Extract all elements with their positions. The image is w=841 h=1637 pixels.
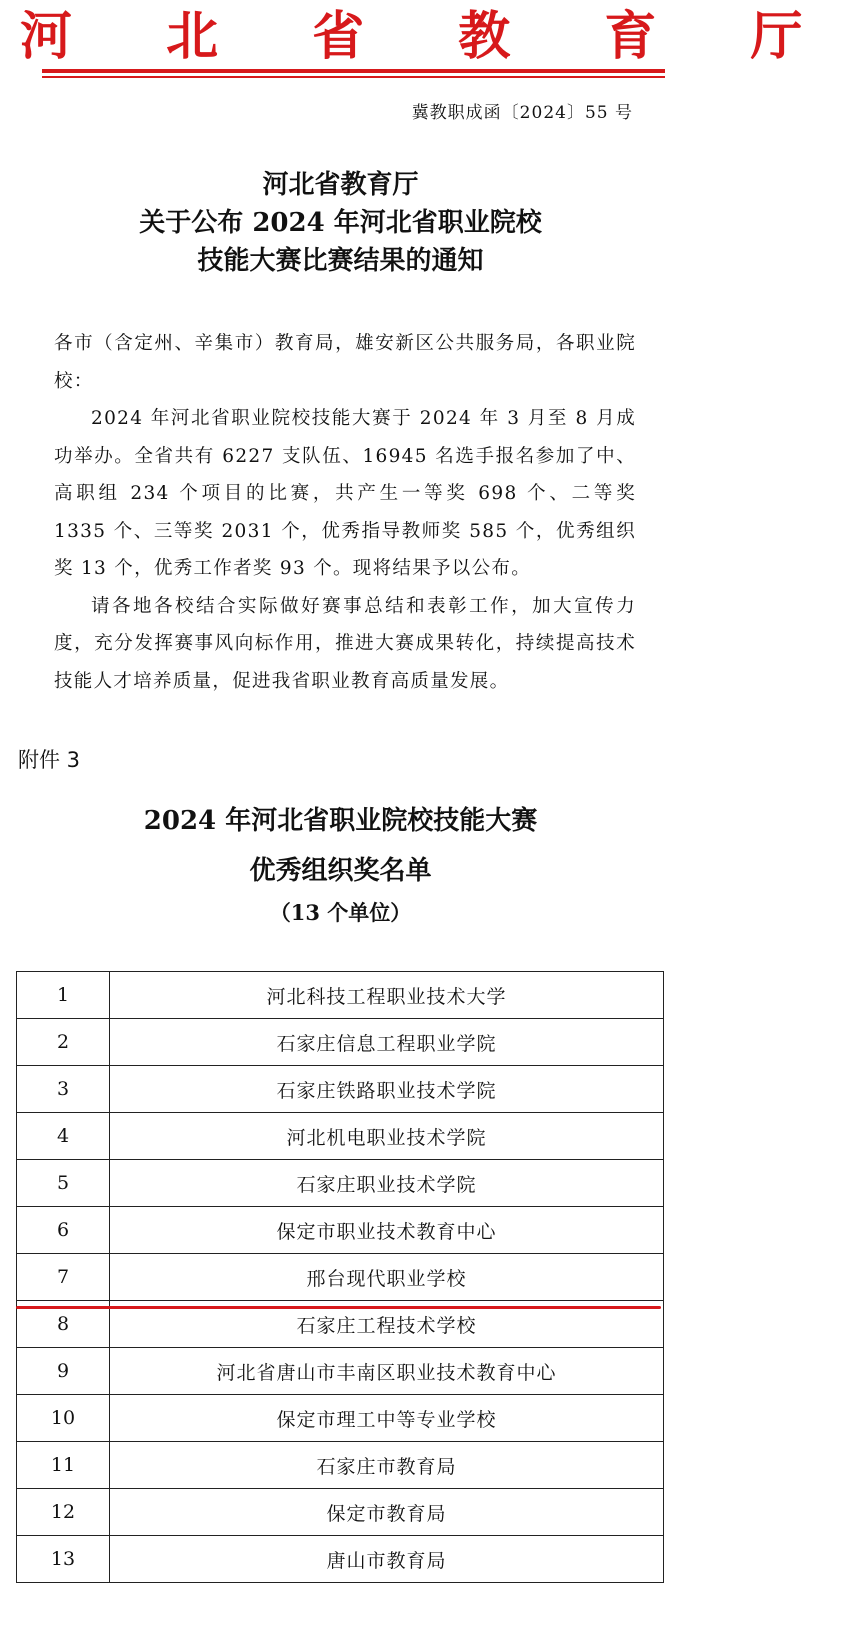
table-row (17, 1442, 664, 1489)
list-title-line: 优秀组织奖名单 (249, 856, 432, 886)
unit-name: 保定市教育局 (110, 1489, 664, 1536)
row-number: 10 (17, 1395, 110, 1442)
table-row (17, 1019, 664, 1066)
row-number: 9 (17, 1348, 110, 1395)
notice-title-line: 技能大赛比赛结果的通知 (197, 246, 484, 276)
notice-body (54, 325, 636, 700)
award-list-table (16, 971, 664, 1583)
table-row (17, 1395, 664, 1442)
notice-title (0, 166, 681, 280)
unit-count: （13 个单位） (269, 900, 412, 925)
document-number: 冀教职成函〔2024〕55 号 (411, 103, 633, 123)
notice-title-line: 河北省教育厅 (262, 170, 419, 200)
red-header-rule-thin (42, 76, 665, 78)
unit-name: 河北科技工程职业技术大学 (110, 972, 664, 1019)
list-title-line: 2024 年河北省职业院校技能大赛 (143, 806, 538, 836)
attachment-label: 附件 3 (18, 748, 81, 772)
row-number: 4 (17, 1113, 110, 1160)
unit-name: 石家庄市教育局 (110, 1442, 664, 1489)
unit-name: 保定市职业技术教育中心 (110, 1207, 664, 1254)
table-row (17, 1348, 664, 1395)
unit-name: 石家庄铁路职业技术学院 (110, 1066, 664, 1113)
row-number: 11 (17, 1442, 110, 1489)
unit-name: 河北机电职业技术学院 (110, 1113, 664, 1160)
row-number: 7 (17, 1254, 110, 1301)
row-number: 3 (17, 1066, 110, 1113)
table-row (17, 1489, 664, 1536)
row-number: 2 (17, 1019, 110, 1066)
body-paragraph: 2024 年河北省职业院校技能大赛于 2024 年 3 月至 8 月成功举办。全省共有 6227 支队伍、16945 名选手报名参加了中、高职组 234 个项目的比赛，共产生一等奖 698 个、二等奖 1335 个、三等奖 2031 个，优秀指导教师奖 585 个，优秀组织奖 13 个，优秀工作者奖 93 个。现将结果予以公布。 (54, 408, 636, 579)
table-row (17, 1066, 664, 1113)
table-row (17, 972, 664, 1019)
unit-name: 石家庄工程技术学校 (110, 1301, 664, 1348)
red-highlight-line (16, 1306, 661, 1309)
red-header-rule (42, 69, 665, 73)
table-row (17, 1160, 664, 1207)
row-number: 5 (17, 1160, 110, 1207)
list-title (0, 796, 681, 896)
issuer-heading: 河 北 省 教 育 厅 (20, 6, 841, 67)
unit-name: 邢台现代职业学校 (110, 1254, 664, 1301)
body-paragraph: 请各地各校结合实际做好赛事总结和表彰工作，加大宣传力度，充分发挥赛事风向标作用，推进大赛成果转化，持续提高技术技能人才培养质量，促进我省职业教育高质量发展。 (54, 595, 636, 692)
notice-title-line: 关于公布 2024 年河北省职业院校 (139, 208, 542, 238)
table-row (17, 1254, 664, 1301)
unit-name: 唐山市教育局 (110, 1536, 664, 1583)
table-row (17, 1207, 664, 1254)
unit-name: 石家庄信息工程职业学院 (110, 1019, 664, 1066)
salutation: 各市（含定州、辛集市）教育局，雄安新区公共服务局，各职业院校： (54, 333, 636, 392)
unit-name: 石家庄职业技术学院 (110, 1160, 664, 1207)
unit-name: 保定市理工中等专业学校 (110, 1395, 664, 1442)
row-number: 6 (17, 1207, 110, 1254)
table-row (17, 1536, 664, 1583)
row-number: 13 (17, 1536, 110, 1583)
table-row (17, 1113, 664, 1160)
row-number: 8 (17, 1301, 110, 1348)
row-number: 12 (17, 1489, 110, 1536)
unit-name: 河北省唐山市丰南区职业技术教育中心 (110, 1348, 664, 1395)
row-number: 1 (17, 972, 110, 1019)
